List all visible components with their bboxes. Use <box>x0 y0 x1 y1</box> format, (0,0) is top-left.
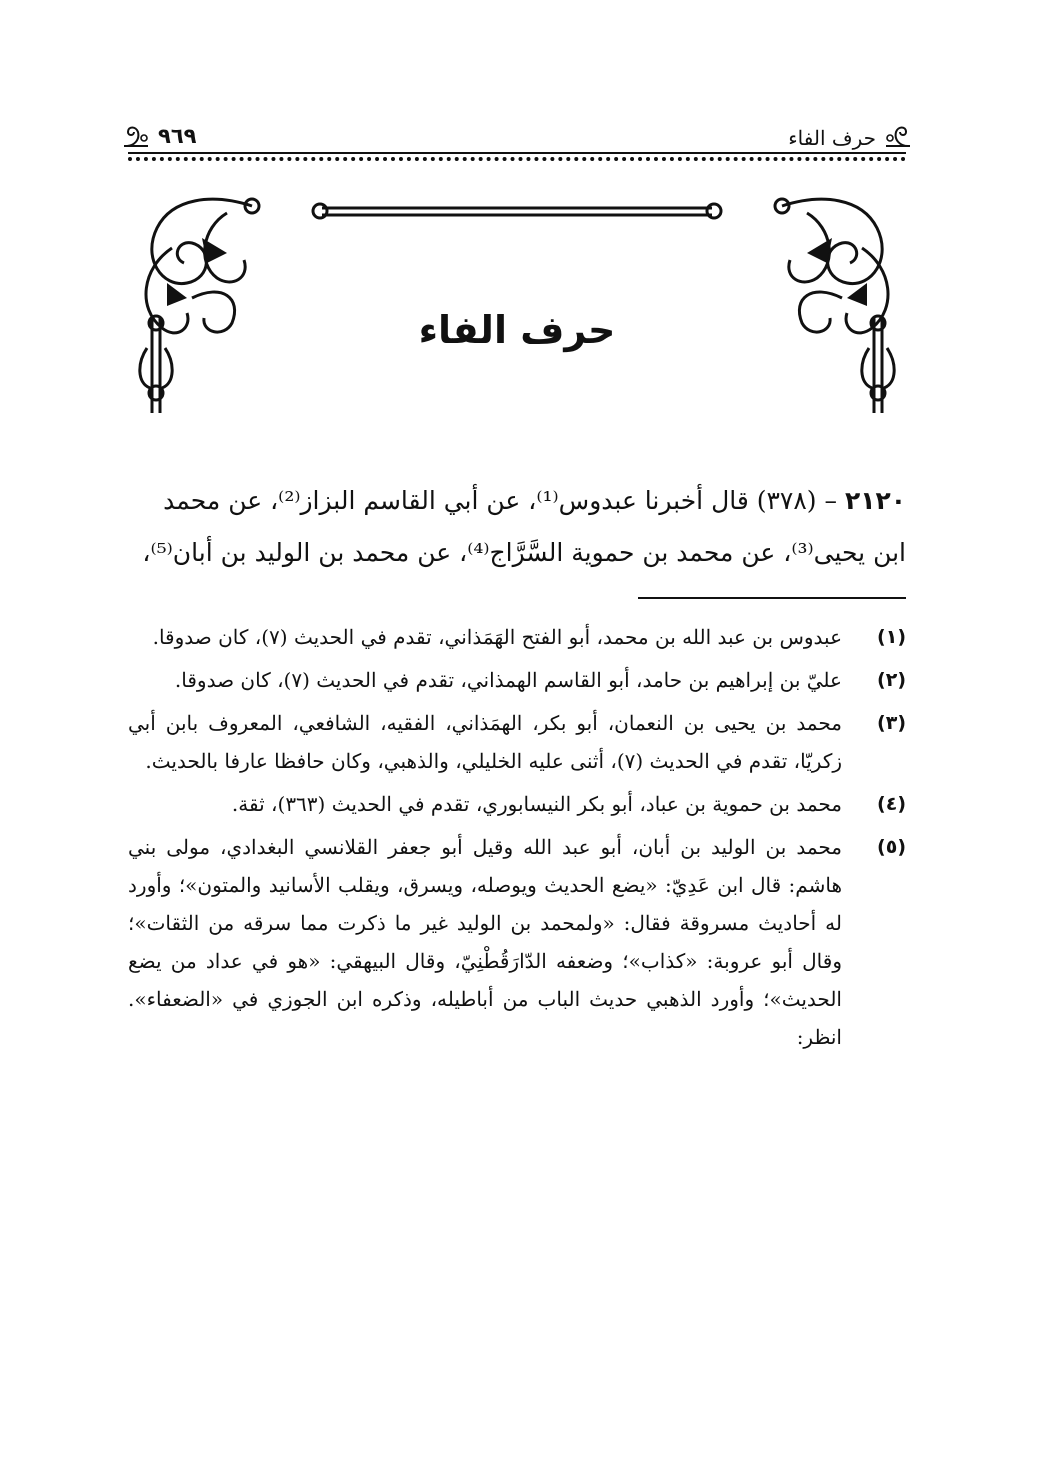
main-text-line <box>128 475 906 527</box>
footnote <box>128 618 906 656</box>
header-ornament-icon <box>122 122 152 150</box>
footnote-marker: (٣) <box>877 712 906 734</box>
chapter-title-frame <box>132 188 902 428</box>
footnote-marker: (٢) <box>877 669 906 691</box>
footnote-text: عليّ بن إبراهيم بن حامد، أبو القاسم الهمذاني، تقدم في الحديث (٧)، كان صدوقا. <box>174 668 842 692</box>
main-text <box>128 475 906 579</box>
header-dotted-rule <box>128 157 906 161</box>
hadith-number: ٢١٢٠ <box>844 486 906 515</box>
footnote <box>128 661 906 699</box>
footnote-marker: (٤) <box>877 793 906 815</box>
header-rule <box>128 152 906 154</box>
footnote <box>128 828 906 1056</box>
chapter-title: حرف الفاء <box>418 308 616 352</box>
footnote-marker: (٥) <box>877 836 906 858</box>
running-header <box>128 118 906 158</box>
main-text-line-1: – (٣٧٨) قال أخبرنا عبدوس⁽¹⁾، عن أبي القاسم البزاز⁽²⁾، عن محمد <box>163 486 845 515</box>
header-ornament-icon <box>882 122 912 150</box>
main-text-line-2: ابن يحيى⁽³⁾، عن محمد بن حموية السَّرَّاج⁽⁴⁾، عن محمد بن الوليد بن أبان⁽⁵⁾، <box>142 538 906 567</box>
footnotes <box>128 618 906 1061</box>
footnote <box>128 785 906 823</box>
running-header-title: حرف الفاء <box>788 126 876 150</box>
footnote-marker: (١) <box>877 626 906 648</box>
footnote-text: محمد بن يحيى بن النعمان، أبو بكر، الهمَذاني، الفقيه، الشافعي، المعروف بابن أبي زكريّا، تقدم في الحديث (٧)، أثنى عليه الخليلي، والذهبي، وكان حافظا عارفا بالحديث. <box>128 711 842 773</box>
footnote-text: محمد بن الوليد بن أبان، أبو عبد الله وقيل أبو جعفر القلانسي البغدادي، مولى بني هاشم: قال ابن عَدِيّ: «يضع الحديث ويوصله، ويسرق، ويقلب الأسانيد والمتون»؛ وأورد له أحاديث مسروقة فقال: «ولمحمد بن الوليد غير ما ذكرت مما سرقه من الثقات»؛ وقال أبو عروبة: «كذاب»؛ وضعفه الدّارَقُطْنِيّ، وقال البيهقي: «هو في عداد من يضع الحديث»؛ وأورد الذهبي حديث الباب من أباطيله، وذكره ابن الجوزي في «الضعفاء». انظر: <box>128 835 842 1049</box>
footnote-text: محمد بن حموية بن عباد، أبو بكر النيسابوري، تقدم في الحديث (٣٦٣)، ثقة. <box>231 792 842 816</box>
page-number: ٩٦٩ <box>158 124 197 148</box>
footnote-text: عبدوس بن عبد الله بن محمد، أبو الفتح الهَمَذاني، تقدم في الحديث (٧)، كان صدوقا. <box>152 625 842 649</box>
footnote <box>128 704 906 780</box>
footnote-separator <box>638 597 906 599</box>
